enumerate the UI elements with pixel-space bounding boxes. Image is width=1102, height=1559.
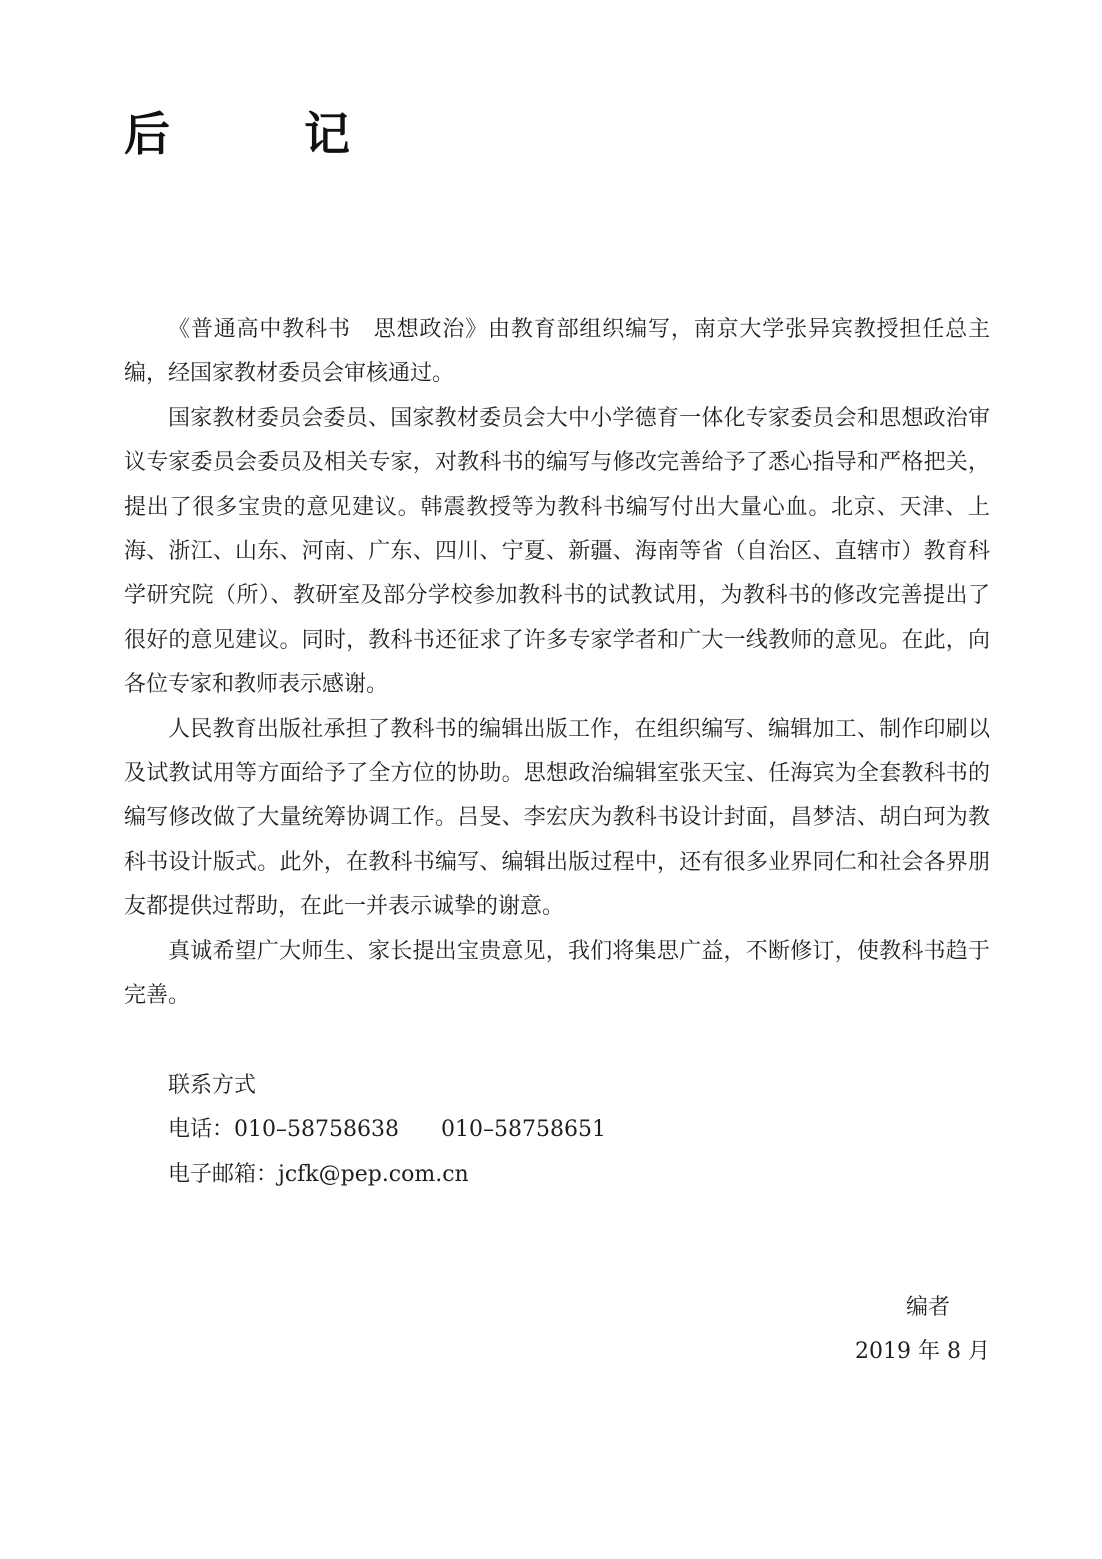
signature-block <box>855 1286 990 1375</box>
paragraph-3: 人民教育出版社承担了教科书的编辑出版工作，在组织编写、编辑加工、制作印刷以及试教试用等方面给予了全方位的协助。思想政治编辑室张天宝、任海宾为全套教科书的编写修改做了大量统筹协调工作。吕旻、李宏庆为教科书设计封面，昌梦洁、胡白珂为教科书设计版式。此外，在教科书编写、编辑出版过程中，还有很多业界同仁和社会各界朋友都提供过帮助，在此一并表示诚挚的谢意。 <box>124 716 990 920</box>
signature-date: 2019 年 8 月 <box>855 1339 990 1365</box>
paragraph-1: 《普通高中教科书 思想政治》由教育部组织编写，南京大学张异宾教授担任总主编，经国家教材委员会审核通过。 <box>124 317 990 387</box>
email-line <box>168 1153 606 1197</box>
contact-info <box>168 1064 606 1197</box>
afterword-body <box>124 308 990 1019</box>
email-address: jcfk@pep.com.cn <box>278 1161 469 1187</box>
page-title: 后 记 <box>124 107 394 161</box>
phone-line <box>168 1108 606 1152</box>
phone-number-1: 010–58758638 <box>234 1117 399 1143</box>
contact-heading: 联系方式 <box>168 1073 257 1098</box>
phone-label: 电话： <box>168 1117 235 1143</box>
email-label: 电子邮箱： <box>168 1161 279 1187</box>
phone-number-2: 010–58758651 <box>440 1117 606 1143</box>
paragraph-2: 国家教材委员会委员、国家教材委员会大中小学德育一体化专家委员会和思想政治审议专家委员会委员及相关专家，对教科书的编写与修改完善给予了悉心指导和严格把关，提出了很多宝贵的意见建议。韩震教授等为教科书编写付出大量心血。北京、天津、上海、浙江、山东、河南、广东、四川、宁夏、新疆、海南等省（自治区、直辖市）教育科学研究院（所）、教研室及部分学校参加教科书的试教试用，为教科书的修改完善提出了很好的意见建议。同时，教科书还征求了许多专家学者和广大一线教师的意见。在此，向各位专家和教师表示感谢。 <box>124 405 990 698</box>
paragraph-4: 真诚希望广大师生、家长提出宝贵意见，我们将集思广益，不断修订，使教科书趋于完善。 <box>124 938 990 1009</box>
editor-signature: 编者 <box>905 1295 950 1320</box>
